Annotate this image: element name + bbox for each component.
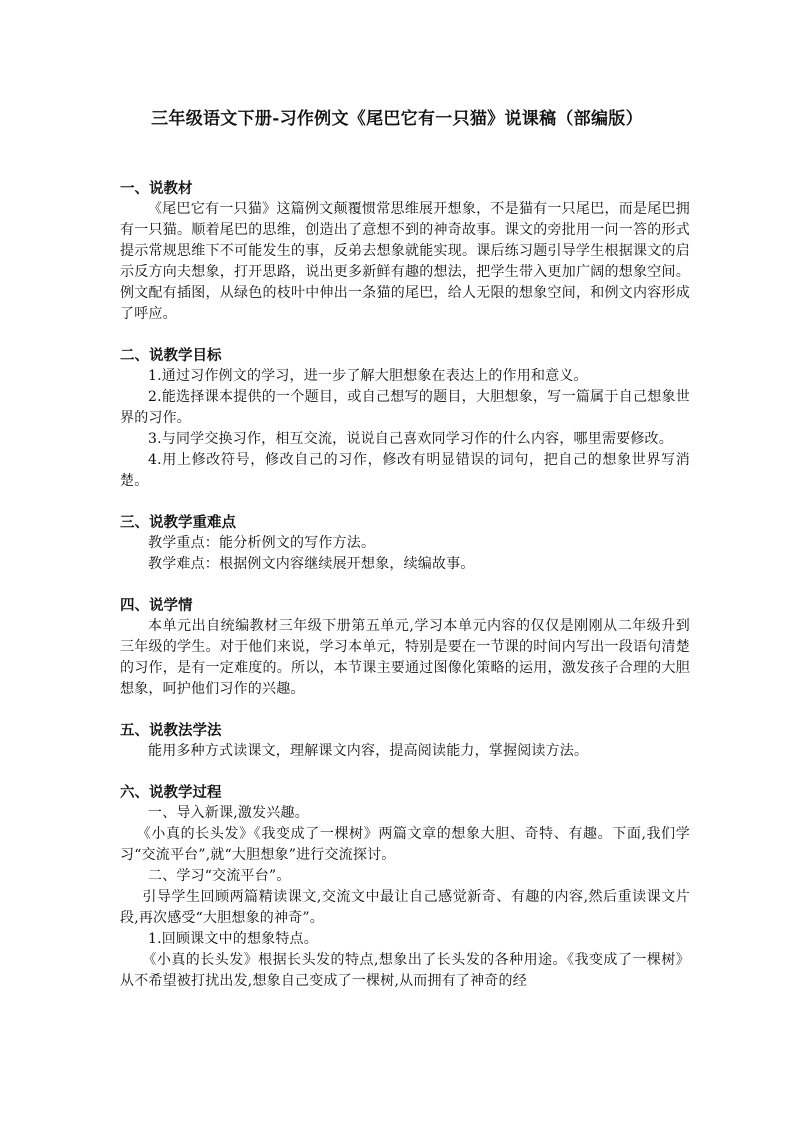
section-heading-textbook: 一、说教材: [120, 180, 193, 197]
spacer: [120, 575, 690, 595]
spacer: [120, 492, 690, 512]
process-paragraph: 《小真的长头发》根据长头发的特点,想象出了长头发的各种用途。《我变成了一棵树》从不希望被打扰出发,想象自己变成了一棵树,从而拥有了神奇的经: [120, 952, 690, 989]
process-step: 1.回顾课文中的想象特点。: [148, 931, 318, 947]
difficult-point: 教学难点：根据例文内容继续展开想象，续编故事。: [148, 556, 475, 572]
section-paragraph: 《尾巴它有一只猫》这篇例文颠覆惯常思维展开想象，不是猫有一只尾巴，而是尾巴拥有一只猫。顺着尾巴的思维，创造出了意想不到的神奇故事。课文的旁批用一问一答的形式提示常规思维下不可能发生的事，反弟去想象就能实现。课后练习题引导学生根据课文的启示反方向夫想象，打开思路，说出更多新鲜有趣的想法，把学生带入更加广阔的想象空间。例文配有插图，从绿色的枝叶中伸出一条猫的尾巴，给人无限的想象空间，和例文内容形成了呼应。: [120, 201, 690, 322]
section-heading-objectives: 二、说教学目标: [120, 347, 222, 364]
spacer: [120, 762, 690, 782]
spacer: [120, 325, 690, 345]
process-step: 一、导入新课,激发兴趣。: [148, 805, 309, 821]
objective-item: 1.通过习作例文的学习，进一步了解大胆想象在表达上的作用和意义。: [148, 368, 588, 384]
process-step: 二、学习“交流平台”。: [148, 868, 291, 884]
section-paragraph: 本单元出自统编教材三年级下册第五单元,学习本单元内容的仅仅是刚刚从二年级升到三年级的学生。对于他们来说，学习本单元，特别是要在一节课的时间内写出一段语句清楚的习作，是有一定难度的。所以，本节课主要通过图像化策略的运用，激发孩子合理的大胆想象，呵护他们习作的兴趣。: [120, 618, 690, 697]
objective-item: 2.能选择课本提供的一个题目，或自己想写的题目，大胆想象，写一篇属于自己想象世界的习作。: [120, 389, 690, 426]
spacer: [120, 700, 690, 720]
section-heading-students: 四、说学情: [120, 597, 193, 614]
section-heading-process: 六、说教学过程: [120, 784, 222, 801]
objective-item: 4.用上修改符号，修改自己的习作，修改有明显错误的词句，把自己的想象世界写消楚。: [120, 452, 690, 489]
key-point: 教学重点：能分析例文的写作方法。: [148, 535, 376, 551]
document-body: [120, 178, 690, 992]
process-paragraph: 引导学生回顾两篇精读课文,交流文中最让自己感觉新奇、有趣的内容,然后重读课文片段,再次感受“大胆想象的神奇”。: [120, 889, 690, 926]
document-title: 三年级语文下册-习作例文《尾巴它有一只猫》说课稿（部编版）: [151, 109, 643, 129]
objective-item: 3.与同学交换习作，相互交流，说说自己喜欢同学习作的什么内容，哪里需要修改。: [148, 431, 673, 447]
process-paragraph: 《小真的长头发》《我变成了一棵树》两篇文章的想象大胆、奇特、有趣。下面,我们学习“交流平台”,就“大胆想象”进行交流探讨。: [120, 826, 690, 863]
section-paragraph: 能用多种方式读课文，理解课文内容，提高阅读能力，掌握阅读方法。: [148, 743, 589, 759]
section-heading-key-points: 三、说教学重难点: [120, 514, 236, 531]
section-heading-methods: 五、说教法学法: [120, 722, 222, 739]
